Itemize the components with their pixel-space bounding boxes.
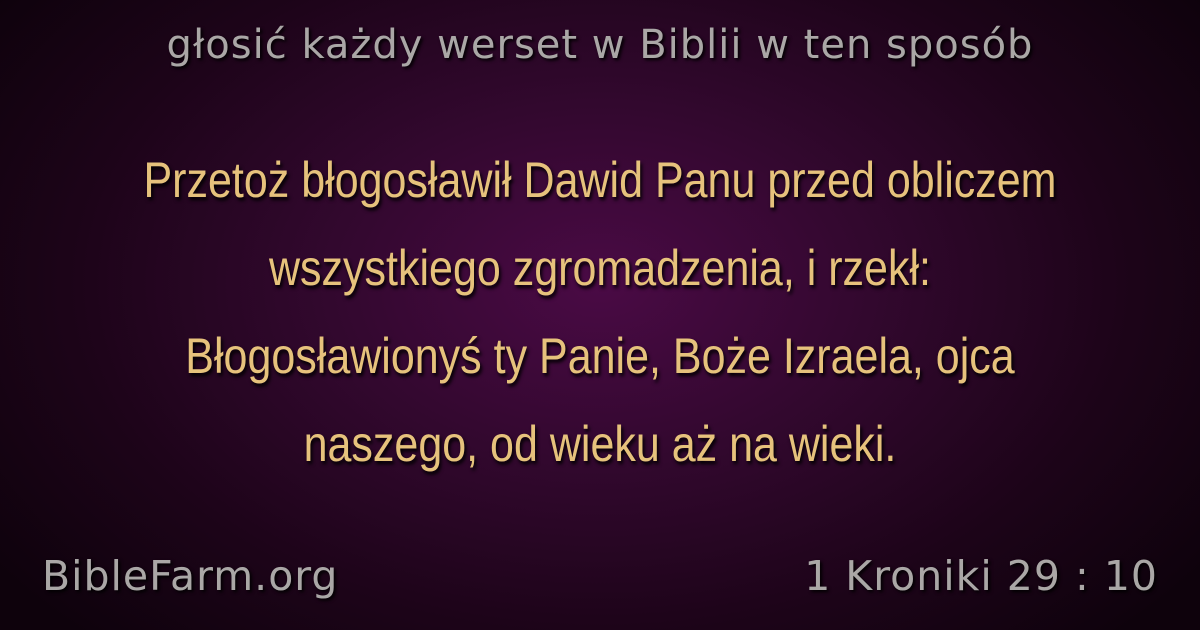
page-header-tagline: głosić każdy werset w Biblii w ten sposób: [166, 22, 1034, 68]
verse-text: Przetoż błogosławił Dawid Panu przed obliczem wszystkiego zgromadzenia, i rzekł: Błogosławionyś ty Panie, Boże Izraela, ojca naszego, od wieku aż na wieki.: [143, 152, 1057, 472]
site-name: BibleFarm.org: [42, 552, 339, 600]
verse-reference: 1 Kroniki 29 : 10: [804, 552, 1158, 600]
